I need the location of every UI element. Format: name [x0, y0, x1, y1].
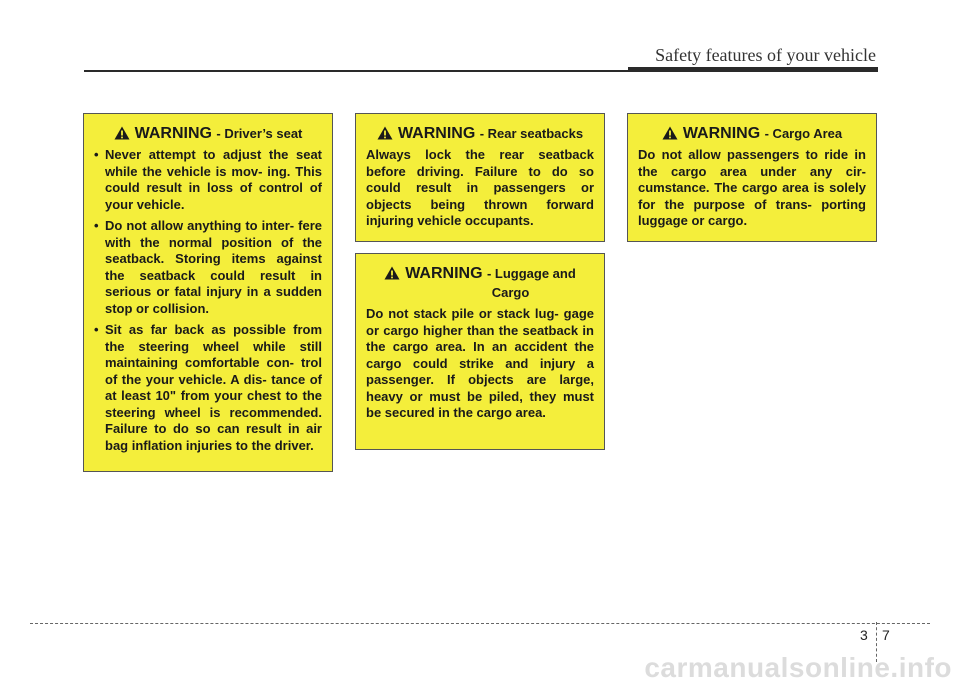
warning-rear-seatbacks: [355, 113, 605, 242]
header-rule-tab: [628, 67, 878, 72]
warning-luggage-cargo: [355, 253, 605, 450]
warning-subtitle: - Driver’s seat: [216, 126, 303, 141]
warning-header: [638, 124, 866, 143]
page-number: 7: [882, 627, 890, 643]
warning-cargo-area: [627, 113, 877, 242]
warning-bullet: • Do not allow anything to inter- fere with the normal position of the seatback. Storing items against the seatback could result in serious or fatal injury in a sudden stop or collision.: [94, 218, 322, 317]
warning-header: [366, 264, 594, 302]
warning-title: WARNING: [405, 265, 483, 282]
warning-header: [94, 124, 322, 143]
warning-bullet: • Sit as far back as possible from the steering wheel while still maintaining comfortable con- trol of the your vehicle. A dis- tance of at least 10" from your chest to the steering wheel is recommended. Failure to do so can result in air bag inflation injuries to the driver.: [94, 322, 322, 454]
warning-drivers-seat: [83, 113, 333, 472]
warning-subtitle: - Luggage and: [486, 266, 576, 281]
warning-triangle-icon: [114, 126, 130, 140]
warning-bullet-list: [94, 147, 322, 454]
warning-title: WARNING: [397, 125, 476, 142]
warning-subtitle-line2: Cargo: [491, 285, 530, 300]
warning-bullet: • Never attempt to adjust the seat while the vehicle is mov- ing. This could result in loss of control of your vehicle.: [94, 147, 322, 213]
warning-text: Do not stack pile or stack lug- gage or cargo higher than the seatback in the cargo area. In an accident the cargo could strike and injury a passenger. If objects are large, heavy or must be piled, they must be secured in the cargo area.: [366, 306, 594, 420]
warning-triangle-icon: [662, 126, 678, 140]
watermark: carmanualsonline.info: [644, 652, 952, 683]
warning-triangle-icon: [384, 266, 400, 280]
warning-title: WARNING: [134, 125, 212, 142]
warning-text: Do not allow passengers to ride in the cargo area under any cir- cumstance. The cargo area is solely for the purpose of trans- porting luggage or cargo.: [638, 147, 866, 228]
warning-triangle-icon: [377, 126, 393, 140]
warning-text: Always lock the rear seatback before driving. Failure to do so could result in passengers or objects being thrown forward injuring vehicle occupants.: [366, 147, 594, 228]
chapter-number: 3: [860, 627, 868, 643]
warning-header: [366, 124, 594, 143]
warning-subtitle: - Cargo Area: [764, 126, 843, 141]
section-title: Safety features of your vehicle: [655, 45, 876, 65]
footer-rule: [30, 623, 930, 624]
warning-subtitle: - Rear seatbacks: [479, 126, 584, 141]
warning-title: WARNING: [682, 125, 761, 142]
